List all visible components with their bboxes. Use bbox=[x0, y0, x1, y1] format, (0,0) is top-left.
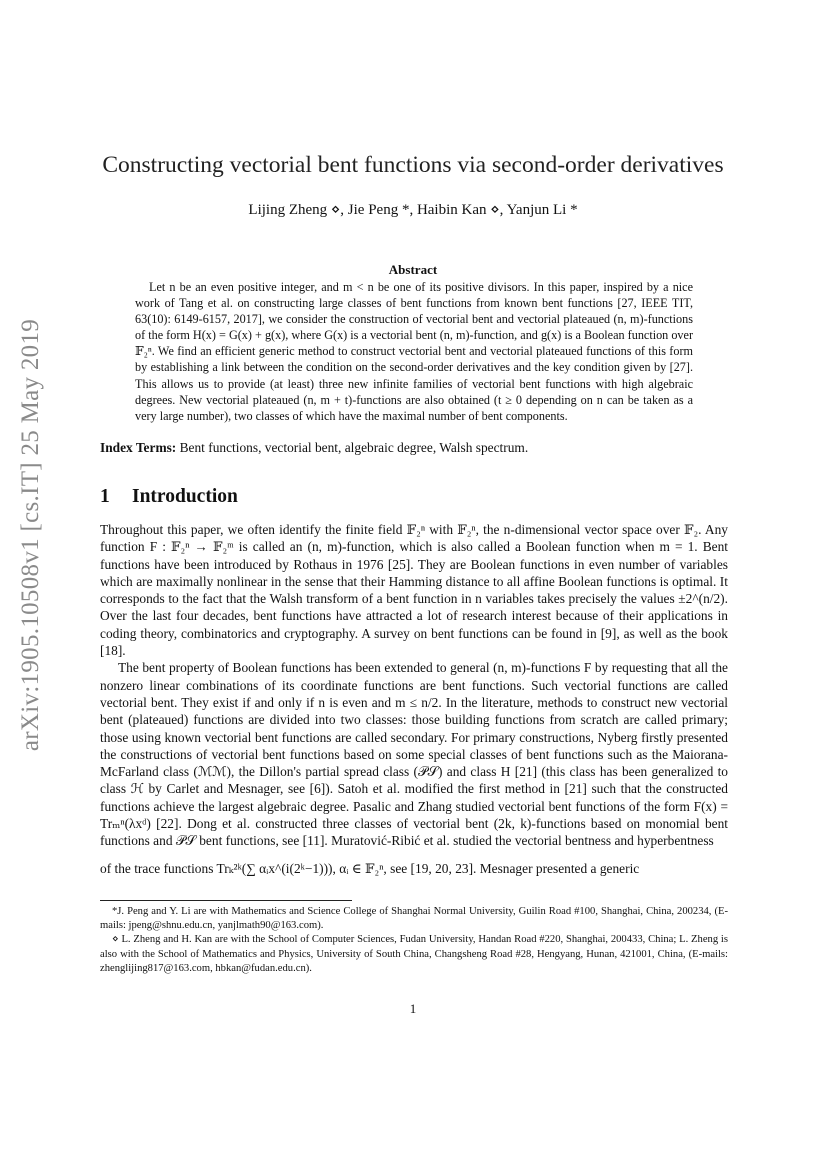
footnotes bbox=[100, 905, 728, 976]
section-number: 1 bbox=[100, 486, 110, 507]
arxiv-sidebar-stamp bbox=[0, 318, 62, 752]
author-list: Lijing Zheng ⋄, Jie Peng *, Haibin Kan ⋄, Yanjun Li * bbox=[248, 202, 578, 218]
page-number: 1 bbox=[409, 1001, 417, 1016]
introduction-body bbox=[100, 521, 728, 877]
footnote: ⋄ L. Zheng and H. Kan are with the School of Computer Sciences, Fudan University, Handan Road #220, Shanghai, 200433, China; L. Zheng is also with the School of Mathematics and Physics, University of South China, Changsheng Road #28, Hengyang, Hunan, 421001, China, (E-mails: zhenglijing817@163.com, hbkan@fudan.edu.cn). bbox=[100, 934, 728, 974]
index-terms bbox=[100, 440, 726, 456]
abstract-heading: Abstract bbox=[388, 262, 438, 277]
paragraph: The bent property of Boolean functions has been extended to general (n, m)-functions F by requesting that all the nonzero linear combinations of its coordinate functions are bent functions. Such vectorial functions are called vectorial bent. They exist if and only if n is even and m ≤ n/2. In the literature, methods to construct new vectorial bent (plateaued) functions are divided into two classes: those building functions from scratch are called primary; those using known vectorial bent functions are called secondary. For primary constructions, Nyberg firstly presented the constructions of vectorial bent functions based on some special classes of bent functions such as the Maiorana-McFarland class (ℳℳ), the Dillon's partial spread class (𝒫𝒮) and class H [21] (this class has been generalized to class ℋ by Carlet and Mesnager, see [6]). Satoh et al. modified the first method in [21] such that the constructed functions achieve the largest algebraic degree. Pasalic and Zhang studied vectorial bent functions of the form F(x) = Trₘⁿ(λxᵈ) [22]. Dong et al. constructed three classes of vectorial bent (2k, k)-functions based on monomial bent functions and 𝒫𝒮 bent functions, see [11]. Muratović-Ribić et al. studied the vectorial bentness and hyperbentness bbox=[100, 660, 728, 849]
section-title: Introduction bbox=[132, 486, 238, 507]
footnote-divider bbox=[100, 900, 352, 901]
paper-title: Constructing vectorial bent functions via second-order derivatives bbox=[102, 152, 724, 178]
abstract-text: Let n be an even positive integer, and m < n be one of its positive divisors. In this paper, inspired by a nice work of Tang et al. on constructing large classes of bent functions from known bent functions [27, IEEE TIT, 63(10): 6149-6157, 2017], we consider the construction of vectorial bent and vectorial plateaued (n, m)-functions of the form H(x) = G(x) + g(x), where G(x) is a vectorial bent (n, m)-function, and g(x) is a Boolean function over 𝔽₂ⁿ. We find an efficient generic method to construct vectorial bent and vectorial plateaued functions of this form by establishing a link between the condition on the second-order derivatives and the key condition given by [27]. This allows us to provide (at least) three new infinite families of vectorial bent functions with high algebraic degrees. New vectorial plateaued (n, m + t)-functions are also obtained (t ≥ 0 depending on n can be taken as a very large number), two classes of which have the maximal number of bent components. bbox=[135, 280, 693, 423]
section-heading bbox=[100, 486, 238, 508]
footnote: *J. Peng and Y. Li are with Mathematics and Science College of Shanghai Normal University, Guilin Road #100, Shanghai, China, 200234, (E-mails: jpeng@shnu.edu.cn, yanjlmath90@163.com). bbox=[100, 906, 728, 932]
index-terms-list: Bent functions, vectorial bent, algebraic degree, Walsh spectrum. bbox=[176, 440, 529, 455]
paragraph: of the trace functions Trₖ²ᵏ(∑ αᵢx^(i(2ᵏ−1))), αᵢ ∈ 𝔽₂ⁿ, see [19, 20, 23]. Mesnager presented a generic bbox=[100, 860, 640, 876]
paragraph: Throughout this paper, we often identify the finite field 𝔽₂ⁿ with 𝔽₂ⁿ, the n-dimensional vector space over 𝔽₂. Any function F : 𝔽₂ⁿ → 𝔽₂ᵐ is called an (n, m)-function, which is also called a Boolean function when m = 1. Bent functions have been introduced by Rothaus in 1976 [25]. They are Boolean functions in even number of variables which are maximally nonlinear in the sense that their Hamming distance to all affine Boolean functions is optimal. It corresponds to the fact that the Walsh transform of a bent function in n variables takes precisely the values ±2^(n/2). Over the last four decades, bent functions have attracted a lot of research interest because of their applications in coding theory, combinatorics and cryptography. A survey on bent functions can be found in [9], as well as the book [18]. bbox=[100, 522, 728, 659]
arxiv-identifier: arXiv:1905.10508v1 [cs.IT] 25 May 2019 bbox=[17, 318, 45, 752]
index-terms-label: Index Terms: bbox=[100, 440, 177, 455]
